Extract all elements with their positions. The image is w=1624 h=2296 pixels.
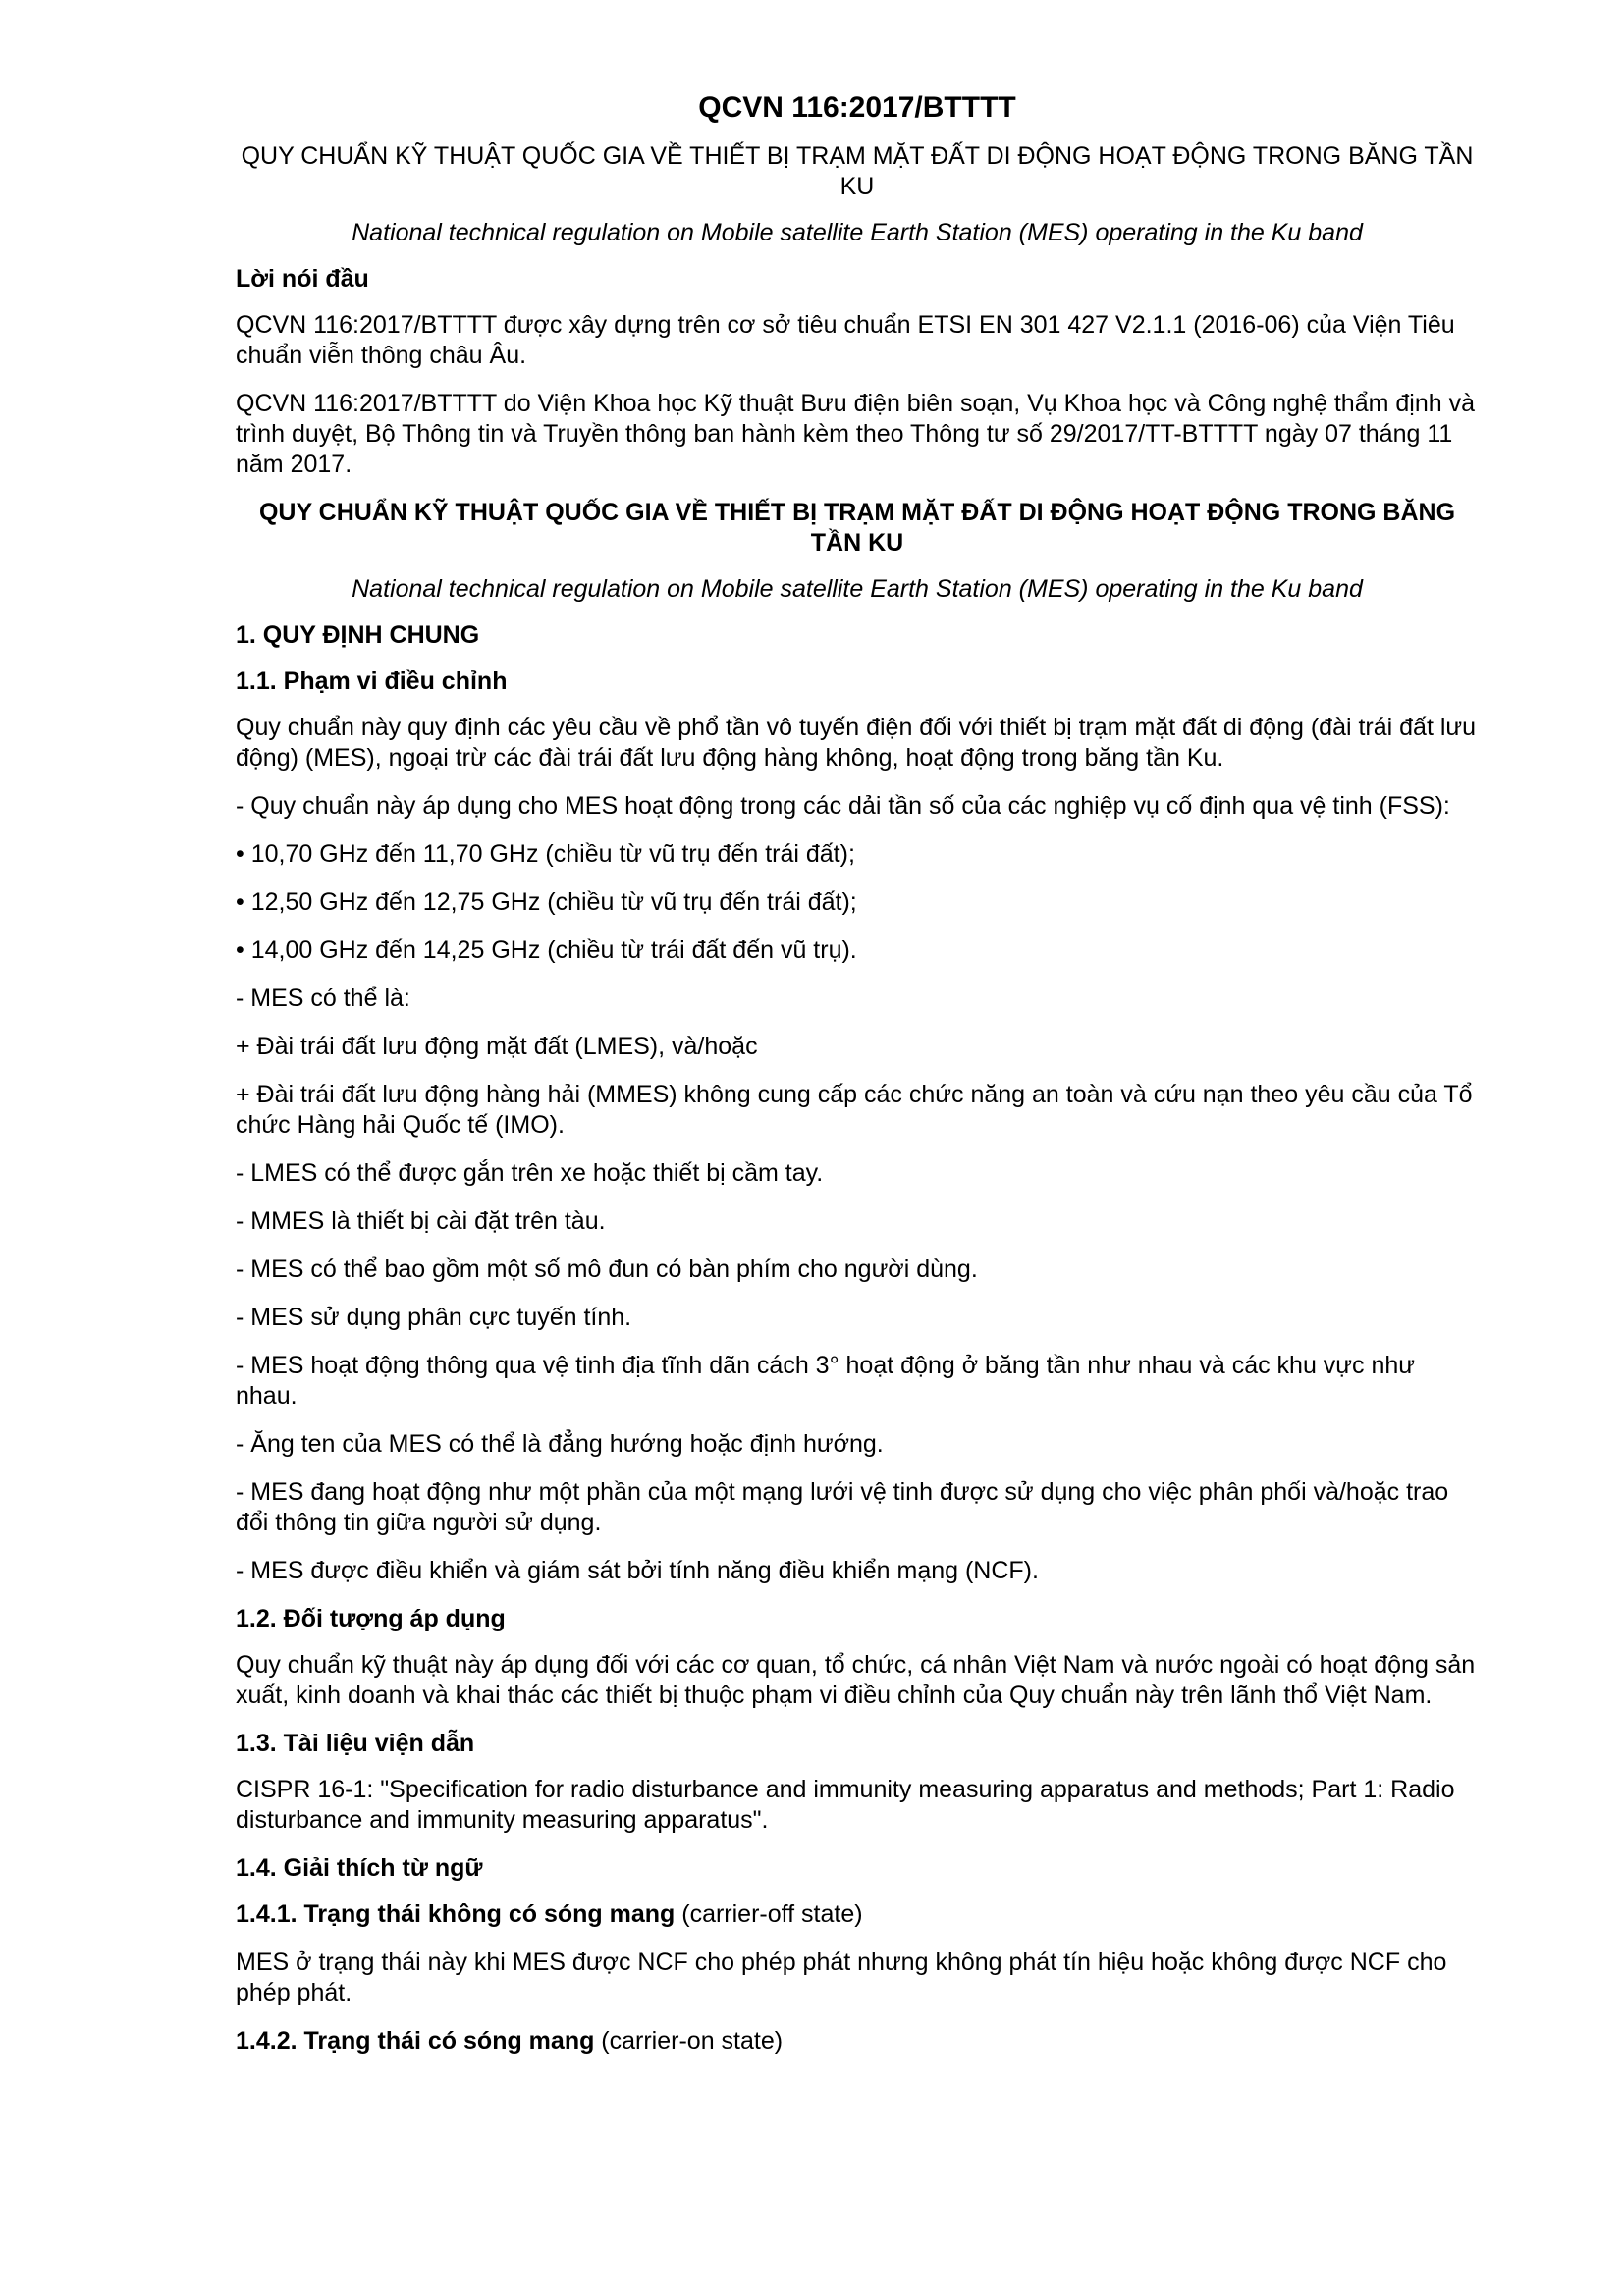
section-1-heading: 1. QUY ĐỊNH CHUNG (236, 621, 480, 649)
regulation-title-en: National technical regulation on Mobile satellite Earth Station (MES) operating in the Ku band (352, 575, 1363, 603)
scope-paragraph: • 14,00 GHz đến 14,25 GHz (chiều từ trái đất đến vũ trụ). (236, 936, 857, 964)
scope-paragraph: - MES được điều khiển và giám sát bởi tính năng điều khiển mạng (NCF). (236, 1557, 1039, 1584)
section-1-4-heading: 1.4. Giải thích từ ngữ (236, 1854, 483, 1882)
scope-paragraph: - Ăng ten của MES có thể là đẳng hướng hoặc định hướng. (236, 1430, 884, 1458)
scope-paragraph: - LMES có thể được gắn trên xe hoặc thiết bị cầm tay. (236, 1159, 824, 1187)
section-1-3-heading: 1.3. Tài liệu viện dẫn (236, 1730, 475, 1757)
scope-paragraph: - MES có thể bao gồm một số mô đun có bàn phím cho người dùng. (236, 1255, 978, 1283)
scope-paragraph: Quy chuẩn này quy định các yêu cầu về phổ tần vô tuyến điện đối với thiết bị trạm mặt đất di động (đài trái đất lưu động) (MES), ngoại trừ các đài trái đất lưu động hàng không, hoạt động trong băng tần Ku. (236, 714, 1477, 772)
scope-paragraph: + Đài trái đất lưu động hàng hải (MMES) không cung cấp các chức năng an toàn và cứu nạn theo yêu cầu của Tổ chức Hàng hải Quốc tế (IMO). (236, 1081, 1473, 1139)
document-title-en: National technical regulation on Mobile satellite Earth Station (MES) operating in the Ku band (352, 219, 1363, 246)
section-1-4-2-heading (236, 2026, 1479, 2056)
scope-paragraph: - MES có thể là: (236, 985, 410, 1012)
section-1-2-heading: 1.2. Đối tượng áp dụng (236, 1605, 506, 1632)
document-title-vi: QUY CHUẨN KỸ THUẬT QUỐC GIA VỀ THIẾT BỊ TRẠM MẶT ĐẤT DI ĐỘNG HOẠT ĐỘNG TRONG BĂNG TẦN KU (241, 142, 1474, 200)
scope-paragraph: - MES đang hoạt động như một phần của một mạng lưới vệ tinh được sử dụng cho việc phân phối và/hoặc trao đổi thông tin giữa người sử dụng. (236, 1478, 1449, 1536)
scope-paragraph: - Quy chuẩn này áp dụng cho MES hoạt động trong các dải tần số của các nghiệp vụ cố định qua vệ tinh (FSS): (236, 792, 1450, 820)
document-content (236, 90, 1479, 2074)
section-1-3-paragraph: CISPR 16-1: "Specification for radio disturbance and immunity measuring apparatus and methods; Part 1: Radio disturbance and immunity measuring apparatus". (236, 1776, 1455, 1834)
scope-paragraph: - MES hoạt động thông qua vệ tinh địa tĩnh dãn cách 3° hoạt động ở băng tần như nhau và các khu vực như nhau. (236, 1352, 1416, 1410)
document-code-title: QCVN 116:2017/BTTTT (698, 91, 1016, 124)
scope-paragraph: + Đài trái đất lưu động mặt đất (LMES), và/hoặc (236, 1033, 758, 1060)
section-1-2-paragraph: Quy chuẩn kỹ thuật này áp dụng đối với các cơ quan, tổ chức, cá nhân Việt Nam và nước ngoài có hoạt động sản xuất, kinh doanh và khai thác các thiết bị thuộc phạm vi điều chỉnh của Quy chuẩn này trên lãnh thổ Việt Nam. (236, 1651, 1476, 1709)
scope-paragraph: • 10,70 GHz đến 11,70 GHz (chiều từ vũ trụ đến trái đất); (236, 840, 855, 868)
section-1-4-2-term-en: (carrier-on state) (594, 2027, 784, 2055)
foreword-heading: Lời nói đầu (236, 265, 369, 293)
scope-paragraph: - MES sử dụng phân cực tuyến tính. (236, 1304, 632, 1331)
foreword-paragraph-1: QCVN 116:2017/BTTTT được xây dựng trên cơ sở tiêu chuẩn ETSI EN 301 427 V2.1.1 (2016-06) của Viện Tiêu chuẩn viễn thông châu Âu. (236, 311, 1455, 369)
section-1-4-1-term-en: (carrier-off state) (675, 1900, 863, 1928)
scope-paragraph: • 12,50 GHz đến 12,75 GHz (chiều từ vũ trụ đến trái đất); (236, 888, 857, 916)
regulation-title-vi: QUY CHUẨN KỸ THUẬT QUỐC GIA VỀ THIẾT BỊ TRẠM MẶT ĐẤT DI ĐỘNG HOẠT ĐỘNG TRONG BĂNG TẦN KU (258, 499, 1456, 557)
section-1-4-1-heading (236, 1899, 1479, 1930)
section-1-4-2-term: 1.4.2. Trạng thái có sóng mang (236, 2027, 595, 2055)
section-1-1-heading: 1.1. Phạm vi điều chỉnh (236, 667, 508, 695)
scope-paragraph: - MMES là thiết bị cài đặt trên tàu. (236, 1207, 606, 1235)
foreword-paragraph-2: QCVN 116:2017/BTTTT do Viện Khoa học Kỹ thuật Bưu điện biên soạn, Vụ Khoa học và Công nghệ thẩm định và trình duyệt, Bộ Thông tin và Truyền thông ban hành kèm theo Thông tư số 29/2017/TT-BTTTT ngày 07 tháng 11 năm 2017. (236, 390, 1475, 478)
section-1-4-1-paragraph: MES ở trạng thái này khi MES được NCF cho phép phát nhưng không phát tín hiệu hoặc không được NCF cho phép phát. (236, 1949, 1447, 2006)
section-1-4-1-term: 1.4.1. Trạng thái không có sóng mang (236, 1900, 676, 1928)
